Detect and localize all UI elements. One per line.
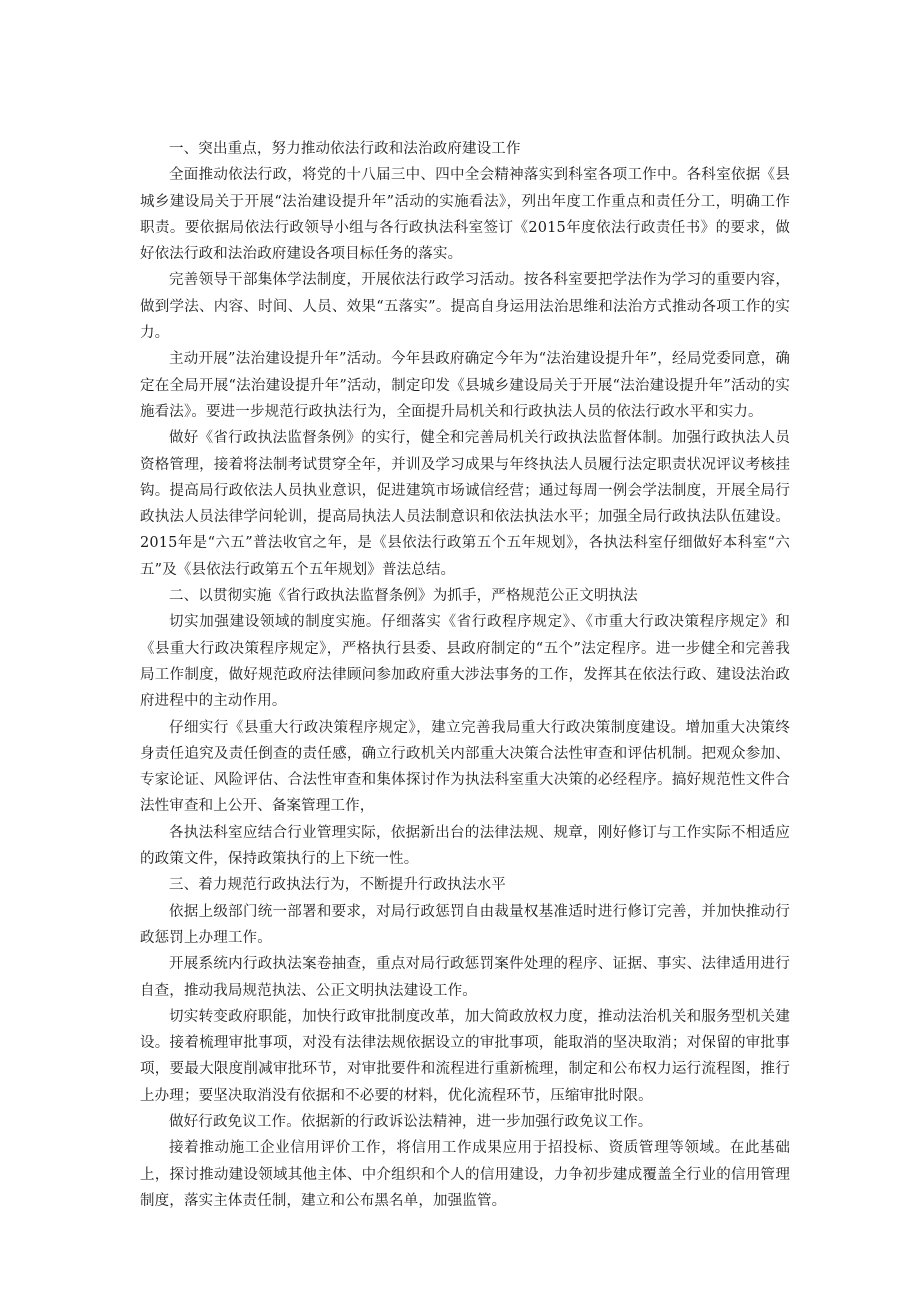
paragraph: 全面推动依法行政，将党的十八届三中、四中全会精神落实到科室各项工作中。各科室依据《县城乡建设局关于开展“法治建设提升年”活动的实施看法》，列出年度工作重点和责任分工，明确工作职责。要依据局依法行政领导小组与各行政执法科室签订《2015年度依法行政责任书》的要求，做好依法行政和法治政府建设各项目标任务的落实。 (140, 167, 790, 263)
document-body (140, 136, 790, 1214)
paragraph: 各执法科室应结合行业管理实际，依据新出台的法律法规、规章，刚好修订与工作实际不相适应的政策文件，保持政策执行的上下统一性。 (140, 824, 790, 868)
paragraph: 主动开展”法治建设提升年”活动。今年县政府确定今年为“法治建设提升年”，经局党委同意，确定在全局开展“法治建设提升年”活动，制定印发《县城乡建设局关于开展“法治建设提升年”活动的实施看法》。要进一步规范行政执法行为，全面提升局机关和行政执法人员的依法行政水平和实力。 (140, 351, 790, 420)
section-heading-1: 一、突出重点，努力推动依法行政和法治政府建设工作 (169, 141, 521, 157)
paragraph: 开展系统内行政执法案卷抽查，重点对局行政惩罚案件处理的程序、证据、事实、法律适用进行自查，推动我局规范执法、公正文明执法建设工作。 (140, 956, 790, 999)
paragraph: 切实转变政府职能，加快行政审批制度改革，加大简政放权力度，推动法治机关和服务型机关建设。接着梳理审批事项，对没有法律法规依据设立的审批事项，能取消的坚决取消；对保留的审批事项，要最大限度削减审批环节，对审批要件和流程进行重新梳理，制定和公布权力运行流程图，推行上办理；要坚决取消没有依据和不必要的材料，优化流程环节，压缩审批时限。 (140, 1008, 790, 1104)
paragraph: 完善领导干部集体学法制度，开展依法行政学习活动。按各科室要把学法作为学习的重要内容，做到学法、内容、时间、人员、效果“五落实”。提高自身运用法治思维和法治方式推动各项工作的实力。 (140, 272, 790, 342)
paragraph: 仔细实行《县重大行政决策程序规定》，建立完善我局重大行政决策制度建设。增加重大决策终身责任追究及责任倒查的责任感，确立行政机关内部重大决策合法性审查和评估机制。把观众参加、专家论证、风险评估、合法性审查和集体探讨作为执法科室重大决策的必经程序。搞好规范性文件合法性审查和上公开、备案管理工作， (140, 719, 790, 815)
paragraph: 做好行政免议工作。依据新的行政诉讼法精神，进一步加强行政免议工作。 (169, 1113, 653, 1130)
paragraph: 依据上级部门统一部署和要求，对局行政惩罚自由裁量权基准适时进行修订完善，并加快推动行政惩罚上办理工作。 (140, 903, 790, 946)
section-heading-2: 二、以贯彻实施《省行政执法监督条例》为抓手，严格规范公正文明执法 (169, 588, 638, 605)
paragraph: 做好《省行政执法监督条例》的实行，健全和完善局机关行政执法监督体制。加强行政执法人员资格管理，接着将法制考试贯穿全年，并训及学习成果与年终执法人员履行法定职责状况评议考核挂钩。提高局行政依法人员执业意识，促进建筑市场诚信经营；通过每周一例会学法制度，开展全局行政执法人员法律学问轮训，提高局执法人员法制意识和依法执法水平；加强全局行政执法队伍建设。2015年是“六五”普法收官之年，是《县依法行政第五个五年规划》，各执法科室仔细做好本科室“六五”及《县依法行政第五个五年规划》普法总结。 (140, 430, 790, 578)
section-heading-3: 三、着力规范行政执法行为，不断提升行政执法水平 (169, 877, 506, 894)
paragraph: 接着推动施工企业信用评价工作，将信用工作成果应用于招投标、资质管理等领域。在此基础上，探讨推动建设领域其他主体、中介组织和个人的信用建设，力争初步建成覆盖全行业的信用管理制度，落实主体责任制，建立和公布黑名单，加强监管。 (140, 1140, 790, 1209)
paragraph: 切实加强建设领域的制度实施。仔细落实《省行政程序规定》、《市重大行政决策程序规定》和《县重大行政决策程序规定》，严格执行县委、县政府制定的“五个”法定程序。进一步健全和完善我局工作制度，做好规范政府法律顾问参加政府重大涉法事务的工作，发挥其在依法行政、建设法治政府进程中的主动作用。 (140, 614, 790, 710)
